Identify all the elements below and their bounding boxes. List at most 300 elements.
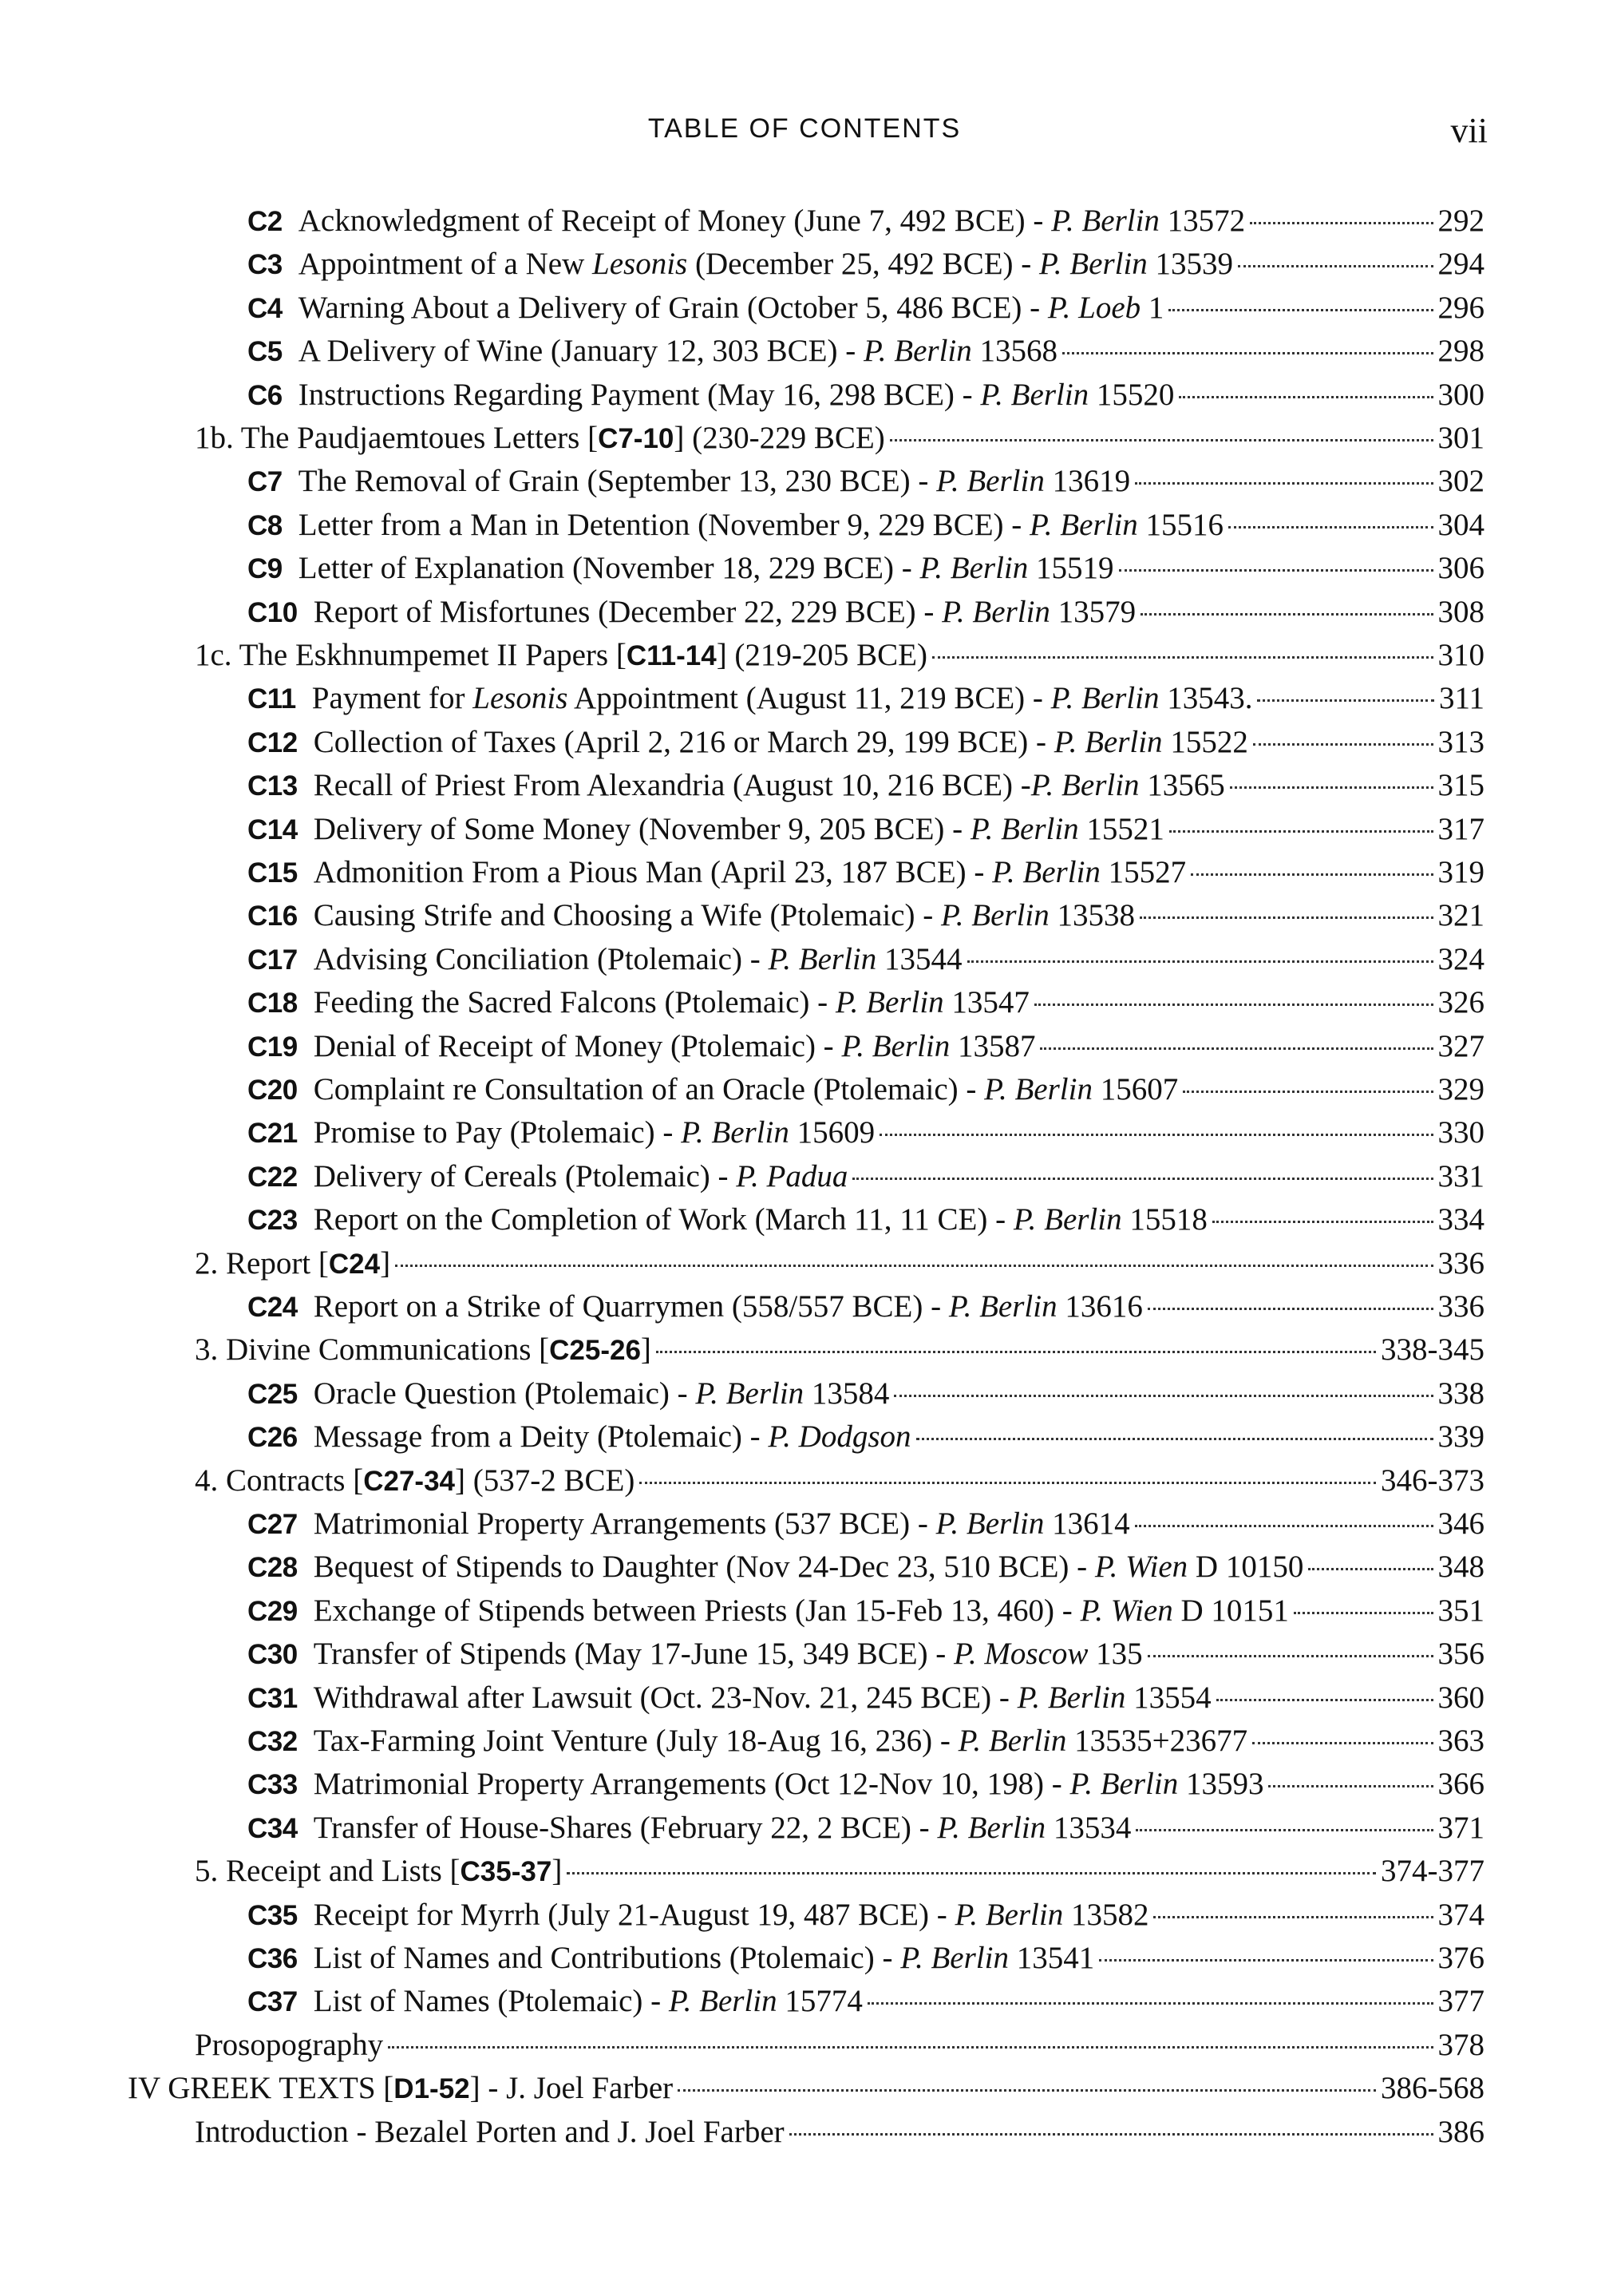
toc-entry-title-segment: Report on a Strike of Quarrymen (558/557 BCE) - <box>313 1289 949 1324</box>
toc-entry-title-segment: P. Berlin <box>1039 247 1148 282</box>
toc-entry-title-segment: 15522 <box>1162 724 1248 759</box>
toc-entry-title-segment: 4. Contracts [ <box>195 1463 364 1498</box>
toc-entry-title-segment: 1c. The Eskhnumpemet II Papers [ <box>195 638 627 672</box>
toc-entry-title <box>314 1678 1212 1718</box>
toc-entry-title-segment: P. Berlin <box>955 1897 1064 1932</box>
toc-entry-title <box>195 635 927 676</box>
toc-entry-code: C21 <box>247 1118 298 1150</box>
toc-entry-title-segment: C11-14 <box>626 640 717 671</box>
toc-entry <box>247 1678 1484 1718</box>
toc-entry-page: 301 <box>1437 421 1484 455</box>
dot-leader <box>932 656 1433 659</box>
toc-entry-page: 351 <box>1437 1593 1484 1628</box>
dot-leader <box>1062 352 1433 354</box>
toc-entry-title <box>314 1200 1208 1240</box>
toc-entry <box>195 2112 1484 2152</box>
toc-entry-page: 302 <box>1437 464 1484 499</box>
toc-entry-page: 317 <box>1437 811 1484 846</box>
toc-entry-title <box>314 766 1225 806</box>
toc-entry <box>247 722 1484 762</box>
toc-entry-title <box>314 1764 1264 1804</box>
dot-leader <box>916 1438 1433 1440</box>
toc-entry <box>247 1287 1484 1327</box>
toc-entry-page: 324 <box>1437 941 1484 976</box>
toc-entry-title-segment: Acknowledgment of Receipt of Money (June 7, 492 BCE) - <box>298 204 1052 238</box>
toc-entry-title-segment: 5. Receipt and Lists [ <box>195 1854 461 1889</box>
toc-entry-title-segment: Report on the Completion of Work (March 11, 11 CE) - <box>313 1202 1014 1237</box>
toc-entry-title-segment: 13614 <box>1044 1506 1130 1541</box>
toc-entry-page: 386 <box>1437 2114 1484 2149</box>
toc-entry-code: C27 <box>247 1509 298 1540</box>
toc-entry-title-segment: 13554 <box>1125 1680 1212 1715</box>
dot-leader <box>1099 1959 1433 1961</box>
toc-entry-title-segment: P. Berlin <box>863 334 972 369</box>
toc-entry-page: 329 <box>1437 1072 1484 1106</box>
toc-entry-title-segment: 13593 <box>1178 1767 1264 1802</box>
toc-entry-title-segment: 13565 <box>1139 768 1225 803</box>
toc-entry-title-segment: P. Loeb <box>1047 290 1141 325</box>
toc-entry-title-segment: 13541 <box>1008 1941 1095 1975</box>
toc-entry-title <box>314 1721 1247 1761</box>
toc-entry-code: C14 <box>247 813 298 845</box>
toc-entry-page: 374 <box>1437 1897 1484 1932</box>
toc-entry-title-segment: Promise to Pay (Ptolemaic) - <box>313 1115 682 1150</box>
toc-entry-title-segment: Instructions Regarding Payment (May 16, 298 BCE) - <box>298 377 981 412</box>
toc-entry-title-segment: 15527 <box>1100 855 1187 889</box>
toc-entry-title-segment: Oracle Question (Ptolemaic) - <box>313 1376 696 1411</box>
toc-entry-code: C35 <box>247 1899 298 1931</box>
toc-entry-title-segment: List of Names and Contributions (Ptolemaic) - <box>313 1941 901 1975</box>
dot-leader <box>1136 1829 1433 1831</box>
toc-entry-page: 377 <box>1437 1984 1484 2019</box>
toc-entry-title-segment: 13547 <box>943 985 1030 1020</box>
toc-entry-title-segment: 15518 <box>1121 1202 1208 1237</box>
toc-entry-page: 296 <box>1437 290 1484 325</box>
toc-entry-code: C33 <box>247 1769 298 1801</box>
toc-entry-code: C18 <box>247 988 298 1019</box>
toc-entry-page: 304 <box>1437 507 1484 542</box>
toc-entry-title <box>298 505 1224 545</box>
toc-entry-title-segment: P. Berlin <box>1030 507 1138 542</box>
toc-entry-code: C25 <box>247 1378 298 1410</box>
toc-entry-title <box>298 201 1245 241</box>
toc-entry-title-segment: Delivery of Cereals (Ptolemaic) - <box>313 1158 737 1194</box>
toc-entry-title-segment: C35-37 <box>460 1856 552 1888</box>
toc-entry-title <box>298 288 1164 328</box>
toc-entry <box>247 288 1484 328</box>
toc-entry-title <box>195 1461 635 1502</box>
toc-entry-title-segment: Prosopography <box>195 2027 384 2062</box>
toc-entry-title <box>314 1895 1149 1935</box>
toc-entry-title-segment: Receipt for Myrrh (July 21-August 19, 487 BCE) - <box>313 1897 955 1932</box>
toc-entry-title-segment: List of Names (Ptolemaic) - <box>313 1984 669 2019</box>
toc-entry-title-segment: C24 <box>328 1248 381 1280</box>
toc-entry-page: 311 <box>1438 681 1484 716</box>
toc-entry-title-segment: P. Wien <box>1094 1550 1188 1585</box>
toc-entry-title-segment: ] <box>640 1332 651 1368</box>
toc-entry-title-segment: Exchange of Stipends between Priests (Jan 15-Feb 13, 460) - <box>313 1593 1081 1628</box>
toc-entry-page: 338-345 <box>1381 1332 1484 1368</box>
toc-entry-title-segment: 13538 <box>1049 898 1135 933</box>
toc-entry-code: C32 <box>247 1726 298 1757</box>
toc-entry-page: 298 <box>1437 334 1484 369</box>
toc-entry-code: C17 <box>247 944 298 976</box>
toc-entry-title-segment: Introduction - Bezalel Porten and J. Joel Farber <box>195 2114 785 2149</box>
toc-entry-title-segment: P. Berlin <box>937 1810 1046 1845</box>
toc-entry-title-segment: ] - J. Joel Farber <box>469 2071 674 2106</box>
toc-entry-title-segment: P. Berlin <box>970 811 1079 846</box>
toc-entry-title-segment: Transfer of Stipends (May 17-June 15, 349 BCE) - <box>313 1637 955 1672</box>
dot-leader <box>1250 222 1433 224</box>
toc-entry-title-segment: Tax-Farming Joint Venture (July 18-Aug 16, 236) - <box>313 1724 959 1758</box>
toc-entry-title <box>314 896 1135 936</box>
dot-leader <box>1268 1785 1433 1787</box>
toc-entry-title <box>128 2068 673 2109</box>
toc-entry-title-segment: P. Berlin <box>835 985 944 1020</box>
toc-entry-page: 306 <box>1437 551 1484 586</box>
dot-leader <box>1140 916 1433 919</box>
toc-entry-title-segment: 13544 <box>876 941 963 976</box>
dot-leader <box>1252 1742 1433 1744</box>
toc-entry-title-segment: Matrimonial Property Arrangements (Oct 12-Nov 10, 198) - <box>313 1767 1070 1802</box>
toc-entry-title-segment: 13582 <box>1063 1897 1149 1932</box>
toc-entry-title-segment: Admonition From a Pious Man (April 23, 187 BCE) - <box>313 855 993 889</box>
toc-entry-title-segment: P. Berlin <box>942 594 1050 629</box>
toc-entry-title-segment: P. Berlin <box>936 464 1045 499</box>
toc-entry-title-segment: Delivery of Some Money (November 9, 205 BCE) - <box>313 811 971 846</box>
toc-entry-title-segment: 13587 <box>950 1028 1036 1063</box>
toc-entry <box>247 331 1484 371</box>
toc-entry-title-segment: P. Berlin <box>1054 724 1163 759</box>
toc-entry <box>247 375 1484 415</box>
toc-entry-title <box>298 548 1114 588</box>
dot-leader <box>1238 265 1433 267</box>
toc-entry-title-segment: P. Berlin <box>1050 681 1160 716</box>
toc-entry-title-segment: P. Berlin <box>935 1506 1045 1541</box>
toc-entry-title-segment: D1-52 <box>393 2073 470 2105</box>
toc-entry-title <box>314 940 963 980</box>
toc-entry <box>247 1721 1484 1761</box>
dot-leader <box>1216 1699 1433 1701</box>
dot-leader <box>868 2002 1433 2005</box>
toc-entry-title-segment: 3. Divine Communications [ <box>195 1332 550 1368</box>
toc-entry-title-segment: P. Dodgson <box>768 1419 911 1455</box>
dot-leader <box>1228 526 1433 528</box>
toc-entry-title <box>314 1417 911 1457</box>
toc-entry-code: C4 <box>247 292 283 324</box>
toc-entry-title-segment: 13584 <box>804 1376 890 1411</box>
toc-entry-title-segment: Letter of Explanation (November 18, 229 BCE) - <box>298 551 920 586</box>
toc-entry <box>247 1157 1484 1197</box>
toc-entry-code: C22 <box>247 1161 298 1193</box>
toc-entry-title <box>298 461 1130 501</box>
toc-entry-title-segment: P. Padua <box>736 1158 848 1194</box>
toc-entry-code: C13 <box>247 770 298 802</box>
toc-entry-title-segment: P. Berlin <box>1013 1202 1122 1237</box>
toc-entry-title-segment: Lesonis <box>592 247 688 282</box>
toc-entry-title-segment: P. Wien <box>1080 1593 1173 1628</box>
toc-entry-title-segment: P. Moscow <box>954 1637 1089 1672</box>
toc-entry-title-segment: D 10151 <box>1172 1593 1289 1628</box>
toc-entry-code: C36 <box>247 1943 298 1974</box>
toc-entry-title-segment: 1b. The Paudjaemtoues Letters [ <box>195 421 599 455</box>
toc-entry-title-segment: 15609 <box>789 1115 876 1150</box>
toc-entry-page: 363 <box>1437 1724 1484 1758</box>
toc-entry-title <box>314 1634 1143 1674</box>
toc-entry-title-segment: C27-34 <box>363 1465 456 1497</box>
dot-leader <box>1253 743 1433 746</box>
toc-entry <box>247 1591 1484 1631</box>
toc-entry-title-segment: 15516 <box>1137 507 1224 542</box>
toc-entry-code: C37 <box>247 1986 298 2018</box>
page-header-title: TABLE OF CONTENTS <box>647 113 962 144</box>
toc-entry-title <box>314 983 1030 1023</box>
toc-entry-page: 331 <box>1437 1158 1484 1194</box>
toc-entry-title <box>298 331 1058 371</box>
toc-entry-page: 371 <box>1437 1810 1484 1845</box>
toc-entry-title-segment: 15520 <box>1089 377 1175 412</box>
toc-entry-page: 360 <box>1437 1680 1484 1715</box>
toc-entry-title-segment: Payment for <box>311 681 473 716</box>
toc-entry-title-segment: ] <box>551 1854 563 1889</box>
toc-entry <box>247 810 1484 849</box>
dot-leader <box>890 439 1433 441</box>
toc-entry-title <box>195 2025 383 2065</box>
dot-leader <box>789 2133 1433 2136</box>
toc-entry-title-segment: Appointment (August 11, 219 BCE) - <box>567 681 1051 716</box>
toc-entry-title <box>314 592 1136 632</box>
toc-entry-title-segment: P. Berlin <box>1030 768 1140 803</box>
toc-entry-title-segment: P. Berlin <box>984 1072 1093 1106</box>
toc-entry-title-segment: Report of Misfortunes (December 22, 229 BCE) - <box>313 594 943 629</box>
toc-entry-code: C8 <box>247 509 283 541</box>
toc-entry-page: 336 <box>1437 1289 1484 1324</box>
toc-entry <box>247 201 1484 241</box>
toc-entry <box>247 244 1484 284</box>
dot-leader <box>1141 613 1433 616</box>
toc-entry-title-segment: ] (230-229 BCE) <box>674 421 885 455</box>
toc-entry-title <box>314 1808 1132 1848</box>
toc-entry-title-segment: Denial of Receipt of Money (Ptolemaic) - <box>313 1028 842 1063</box>
toc-entry-title-segment: ] (219-205 BCE) <box>716 638 927 672</box>
toc-entry-page: 339 <box>1437 1419 1484 1455</box>
toc-entry <box>247 1417 1484 1457</box>
toc-entry-title-segment: 13543. <box>1159 681 1253 716</box>
toc-entry-code: C2 <box>247 206 283 237</box>
toc-entry-code: C12 <box>247 726 298 758</box>
toc-entry <box>247 1938 1484 1978</box>
toc-entry-title-segment: A Delivery of Wine (January 12, 303 BCE) - <box>298 334 864 369</box>
toc-entry-title-segment: Bequest of Stipends to Daughter (Nov 24-Dec 23, 510 BCE) - <box>313 1550 1095 1585</box>
toc-entry-page: 336 <box>1437 1245 1484 1281</box>
toc-entry-title-segment: Advising Conciliation (Ptolemaic) - <box>313 941 769 976</box>
toc-entry-page: 356 <box>1437 1637 1484 1672</box>
dot-leader <box>1034 1004 1433 1006</box>
toc-entry-title <box>314 1591 1289 1631</box>
dot-leader <box>1183 1091 1433 1093</box>
dot-leader <box>1153 1916 1433 1918</box>
toc-entry-title <box>314 1287 1143 1327</box>
toc-entry-title-segment: C25-26 <box>549 1335 641 1367</box>
toc-entry-title-segment: P. Berlin <box>768 941 877 976</box>
toc-entry <box>247 1808 1484 1848</box>
toc-entry-title-segment: P. Berlin <box>919 551 1029 586</box>
toc-entry-page: 292 <box>1437 204 1484 238</box>
toc-entry-title-segment: 1 <box>1141 290 1164 325</box>
dot-leader <box>852 1178 1433 1180</box>
toc-entry-title-segment: 13568 <box>971 334 1058 369</box>
toc-entry-title-segment: 13616 <box>1057 1289 1143 1324</box>
toc-entry <box>247 853 1484 893</box>
toc-entry-title <box>314 810 1164 849</box>
toc-entry-page: 308 <box>1437 594 1484 629</box>
toc-entry-page: 334 <box>1437 1202 1484 1237</box>
toc-entry-title-segment: P. Berlin <box>1051 204 1160 238</box>
toc-entry-title <box>195 1330 651 1371</box>
toc-entry-code: C6 <box>247 379 283 411</box>
dot-leader <box>967 960 1433 963</box>
toc-entry-page: 378 <box>1437 2027 1484 2062</box>
toc-entry <box>128 2068 1484 2108</box>
dot-leader <box>1191 873 1433 876</box>
toc-entry <box>247 1027 1484 1067</box>
toc-entry-page: 319 <box>1437 855 1484 889</box>
toc-entry-code: C11 <box>247 683 296 715</box>
dot-leader <box>656 1351 1376 1353</box>
toc-entry <box>247 766 1484 806</box>
dot-leader <box>1119 569 1433 572</box>
toc-entry-title-segment: 13539 <box>1147 247 1234 282</box>
dot-leader <box>1148 1655 1433 1657</box>
toc-entry-page: 300 <box>1437 377 1484 412</box>
toc-entry-title-segment: Transfer of House-Shares (February 22, 2 BCE) - <box>313 1810 938 1845</box>
toc-entry-title-segment: Collection of Taxes (April 2, 216 or March 29, 199 BCE) - <box>313 724 1054 759</box>
dot-leader <box>1294 1612 1433 1614</box>
toc-entry-title <box>312 679 1253 718</box>
toc-entry-title-segment: P. Berlin <box>940 898 1050 933</box>
toc-entry <box>195 1851 1484 1891</box>
toc-entry <box>247 1504 1484 1544</box>
toc-entry-title <box>195 418 885 459</box>
toc-entry-title-segment: Causing Strife and Choosing a Wife (Ptolemaic) - <box>313 898 941 933</box>
toc-entry-page: 376 <box>1437 1941 1484 1975</box>
toc-entry-title-segment: Withdrawal after Lawsuit (Oct. 23-Nov. 21, 245 BCE) - <box>313 1680 1018 1715</box>
dot-leader <box>395 1265 1433 1267</box>
dot-leader <box>1257 699 1433 702</box>
toc-entry-title-segment: P. Berlin <box>695 1376 804 1411</box>
toc-entry-page: 326 <box>1437 985 1484 1020</box>
toc-entry-page: 310 <box>1437 638 1484 672</box>
dot-leader <box>388 2046 1433 2049</box>
dot-leader <box>1135 1525 1433 1527</box>
toc-entry <box>247 1895 1484 1935</box>
toc-entry-title-segment: P. Berlin <box>900 1941 1009 1975</box>
toc-entry-title <box>314 1027 1036 1067</box>
toc-entry-page: 346 <box>1437 1506 1484 1541</box>
toc-entry-title-segment: P. Berlin <box>958 1724 1067 1758</box>
toc-entry-title-segment: P. Berlin <box>1017 1680 1126 1715</box>
toc-entry-page: 294 <box>1437 247 1484 282</box>
toc-entry-title <box>195 1851 562 1892</box>
toc-entry <box>195 2025 1484 2065</box>
toc-entry-title-segment: 13579 <box>1050 594 1137 629</box>
toc-entry-title-segment: P. Berlin <box>948 1289 1058 1324</box>
toc-entry-title-segment: ] <box>380 1245 391 1281</box>
toc-entry-title <box>195 2112 785 2152</box>
toc-entry <box>247 896 1484 936</box>
page-number: vii <box>1450 111 1488 150</box>
toc-entry-code: C24 <box>247 1292 298 1323</box>
toc-entry <box>247 983 1484 1023</box>
toc-entry-title <box>314 1157 848 1197</box>
toc-entry-title-segment: 15607 <box>1092 1072 1179 1106</box>
toc-entry-page: 327 <box>1437 1028 1484 1063</box>
toc-entry-title <box>314 1547 1304 1587</box>
toc-entry <box>247 1634 1484 1674</box>
toc-entry <box>195 418 1484 458</box>
toc-entry-title <box>314 853 1186 893</box>
toc-entry <box>247 505 1484 545</box>
toc-entry-title-segment: Message from a Deity (Ptolemaic) - <box>313 1419 769 1455</box>
toc-entry-title-segment: P. Berlin <box>681 1115 789 1150</box>
toc-entry-code: C31 <box>247 1682 298 1714</box>
toc-entry-code: C9 <box>247 553 283 585</box>
dot-leader <box>1040 1047 1433 1050</box>
toc-entry-title-segment: 15774 <box>777 1984 863 2019</box>
toc-entry-page: 374-377 <box>1381 1854 1484 1889</box>
toc-entry-title-segment: Warning About a Delivery of Grain (October 5, 486 BCE) - <box>298 290 1048 325</box>
toc-entry-title-segment: 13619 <box>1044 464 1131 499</box>
toc-entry-code: C30 <box>247 1639 298 1671</box>
toc-entry <box>195 1244 1484 1284</box>
toc-entry-title-segment: Appointment of a New <box>298 247 593 282</box>
toc-entry <box>195 1330 1484 1370</box>
toc-entry-title-segment: Letter from a Man in Detention (November 9, 229 BCE) - <box>298 507 1030 542</box>
toc-entry-title-segment: 2. Report [ <box>195 1245 329 1281</box>
toc-entry-code: C26 <box>247 1422 298 1454</box>
toc-entry-title-segment: P. Berlin <box>992 855 1101 889</box>
toc-entry <box>247 592 1484 632</box>
toc-entry-code: C29 <box>247 1595 298 1627</box>
dot-leader <box>1230 786 1433 789</box>
toc-entry-page: 348 <box>1437 1550 1484 1585</box>
toc-entry-title <box>314 1504 1130 1544</box>
toc-entry-page: 338 <box>1437 1376 1484 1411</box>
toc-entry-title-segment: ] (537-2 BCE) <box>455 1463 635 1498</box>
toc-entry-title-segment: The Removal of Grain (September 13, 230 BCE) - <box>298 464 937 499</box>
dot-leader <box>567 1872 1376 1874</box>
dot-leader <box>1148 1308 1433 1310</box>
toc-entry-page: 386-568 <box>1381 2071 1484 2106</box>
toc-entry <box>247 1113 1484 1153</box>
dot-leader <box>880 1134 1433 1136</box>
toc-entry-title <box>314 1113 875 1153</box>
toc-entry-title <box>298 244 1233 284</box>
toc-entry-title <box>298 375 1175 415</box>
toc-entry-page: 321 <box>1437 898 1484 933</box>
toc-entry-title <box>314 722 1248 762</box>
toc-entry-title <box>314 1981 863 2021</box>
dot-leader <box>1179 396 1433 398</box>
toc-entry <box>247 1374 1484 1414</box>
dot-leader <box>1308 1568 1433 1570</box>
toc-entry-title-segment: 135 <box>1088 1637 1143 1672</box>
toc-entry-title <box>314 1938 1095 1978</box>
toc-entry-page: 346-373 <box>1381 1463 1484 1498</box>
toc-entry <box>247 461 1484 501</box>
toc-entry <box>247 940 1484 980</box>
dot-leader <box>639 1482 1376 1484</box>
